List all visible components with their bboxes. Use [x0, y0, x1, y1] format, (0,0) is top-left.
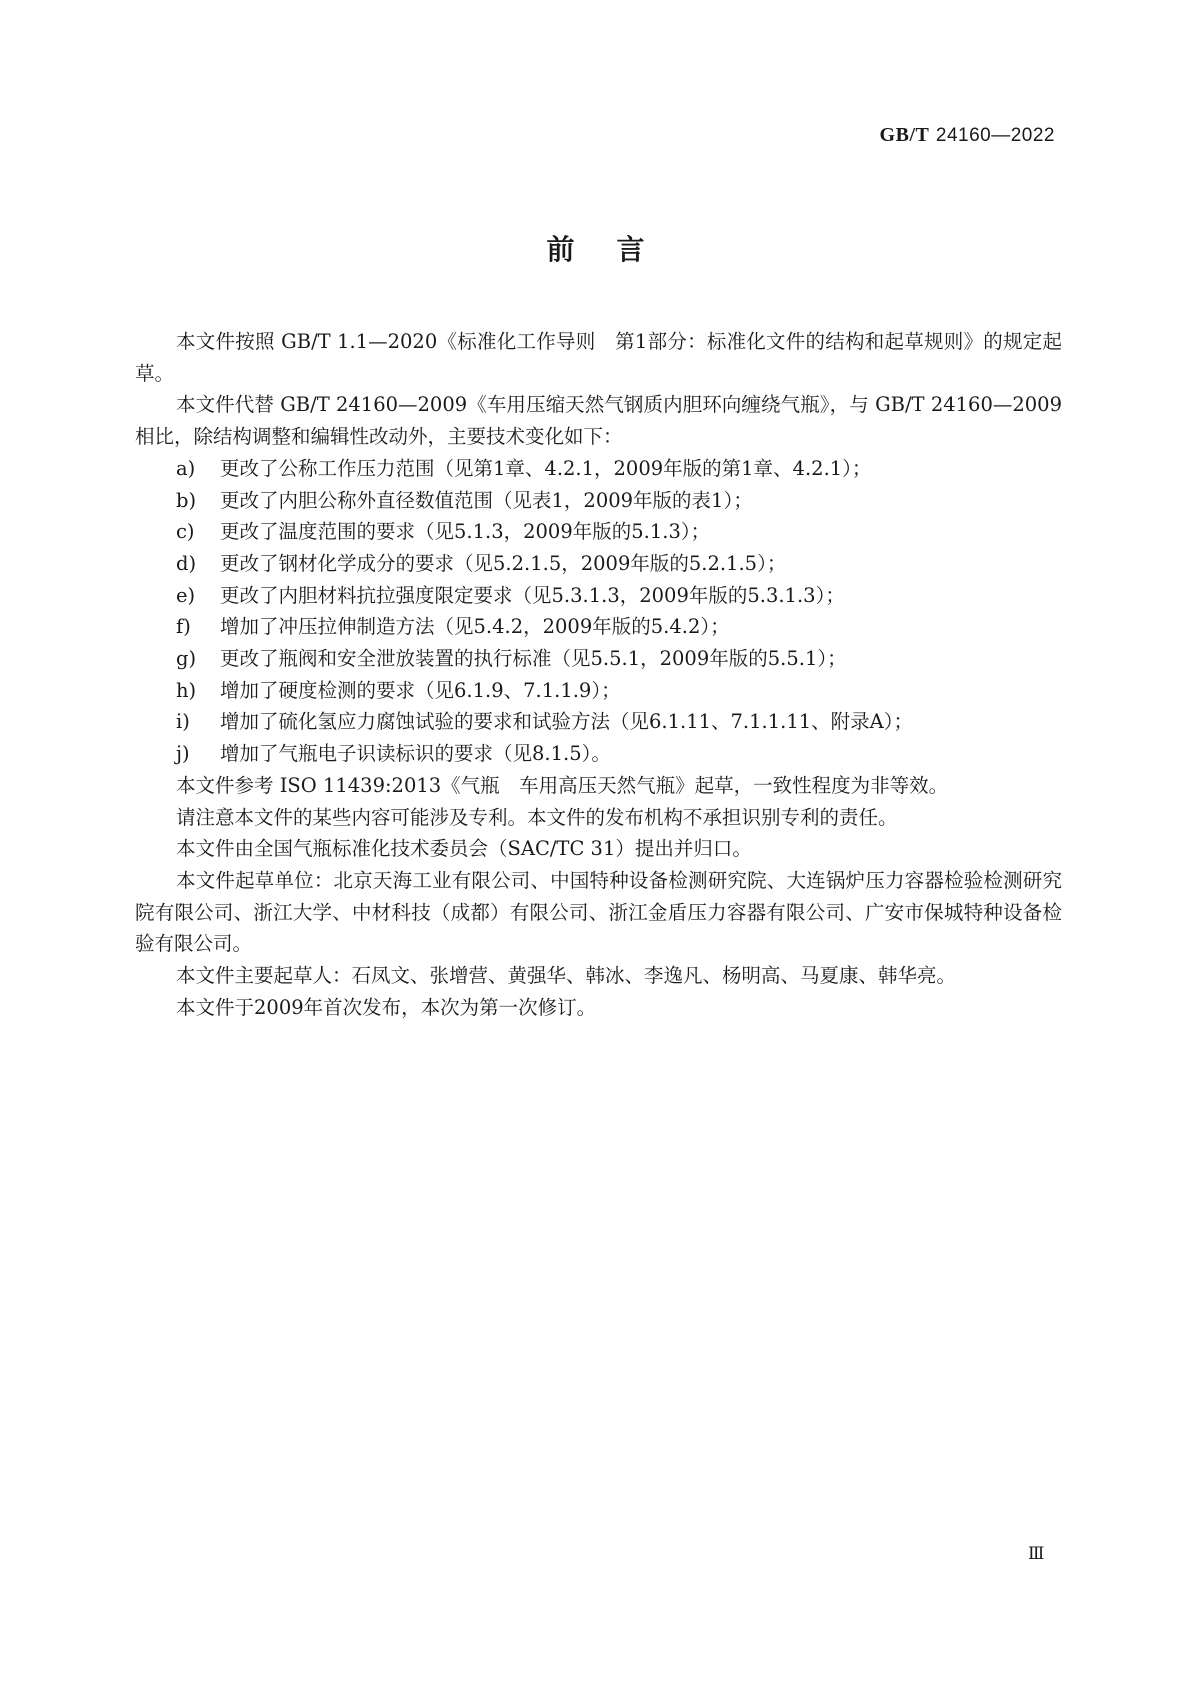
list-item	[135, 706, 1062, 738]
list-item-text: 增加了冲压拉伸制造方法（见5.4.2，2009年版的5.4.2）；	[220, 615, 730, 639]
foreword-body	[135, 326, 1062, 1023]
list-item-label: f)	[176, 615, 191, 639]
list-item-label: h)	[176, 678, 197, 702]
list-item-text: 更改了温度范围的要求（见5.1.3，2009年版的5.1.3）；	[220, 520, 711, 544]
list-item-label: a)	[176, 456, 196, 480]
list-item	[135, 611, 1062, 643]
list-item	[135, 453, 1062, 485]
paragraph: 本文件参考 ISO 11439:2013《气瓶 车用高压天然气瓶》起草，一致性程度为非等效。	[176, 773, 949, 797]
list-item	[135, 516, 1062, 548]
page-title: 前言	[546, 233, 687, 266]
list-item-text: 增加了硫化氢应力腐蚀试验的要求和试验方法（见6.1.11、7.1.1.11、附录A）；	[220, 710, 913, 734]
list-item	[135, 738, 1062, 770]
paragraph: 本文件由全国气瓶标准化技术委员会（SAC/TC 31）提出并归口。	[176, 837, 752, 861]
list-item-text: 增加了硬度检测的要求（见6.1.9、7.1.1.9）；	[220, 678, 621, 702]
list-item	[135, 548, 1062, 580]
list-item-text: 更改了公称工作压力范围（见第1章、4.2.1，2009年版的第1章、4.2.1）；	[220, 456, 872, 480]
paragraph: 请注意本文件的某些内容可能涉及专利。本文件的发布机构不承担识别专利的责任。	[176, 805, 898, 829]
page-number: Ⅲ	[1028, 1544, 1045, 1564]
list-item-text: 更改了内胆材料抗拉强度限定要求（见5.3.1.3，2009年版的5.3.1.3）；	[220, 583, 845, 607]
list-item-label: c)	[176, 520, 195, 544]
list-item-label: j)	[176, 742, 190, 766]
paragraphs-after	[135, 770, 1062, 1024]
standard-code-header	[880, 124, 1055, 147]
paragraph: 本文件于2009年首次发布，本次为第一次修订。	[176, 995, 597, 1019]
standard-code-prefix: GB/T	[879, 124, 930, 146]
list-item-label: g)	[176, 647, 197, 671]
paragraph: 本文件代替 GB/T 24160—2009《车用压缩天然气钢质内胆环向缠绕气瓶》，与 GB/T 24160—2009 相比，除结构调整和编辑性改动外，主要技术变化如下：	[135, 393, 1062, 449]
list-item	[135, 485, 1062, 517]
list-item	[135, 580, 1062, 612]
list-item-label: b)	[176, 488, 197, 512]
list-item-label: i)	[176, 710, 190, 734]
list-item	[135, 643, 1062, 675]
paragraph: 本文件主要起草人：石凤文、张增营、黄强华、韩冰、李逸凡、杨明高、马夏康、韩华亮。	[176, 964, 957, 988]
standard-code-number: 24160—2022	[935, 125, 1055, 146]
list-item-text: 更改了钢材化学成分的要求（见5.2.1.5，2009年版的5.2.1.5）；	[220, 551, 787, 575]
list-item-text: 增加了气瓶电子识读标识的要求（见8.1.5）。	[220, 742, 611, 766]
changes-list	[135, 453, 1062, 770]
list-item-label: e)	[176, 583, 196, 607]
paragraph: 本文件起草单位：北京天海工业有限公司、中国特种设备检测研究院、大连锅炉压力容器检验检测研究院有限公司、浙江大学、中材科技（成都）有限公司、浙江金盾压力容器有限公司、广安市保城特种设备检验有限公司。	[135, 868, 1062, 956]
list-item	[135, 675, 1062, 707]
list-item-text: 更改了瓶阀和安全泄放装置的执行标准（见5.5.1，2009年版的5.5.1）；	[220, 647, 847, 671]
list-item-label: d)	[176, 551, 197, 575]
paragraph: 本文件按照 GB/T 1.1—2020《标准化工作导则 第1部分：标准化文件的结构和起草规则》的规定起草。	[135, 330, 1062, 385]
list-item-text: 更改了内胆公称外直径数值范围（见表1，2009年版的表1）；	[220, 488, 753, 512]
